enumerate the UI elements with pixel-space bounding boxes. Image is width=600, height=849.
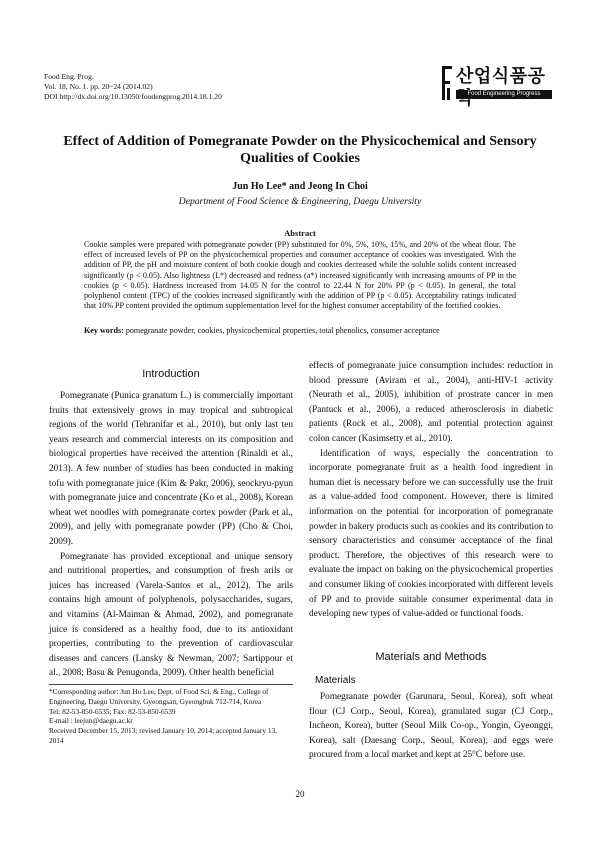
abstract-heading: Abstract (284, 228, 316, 238)
footnote-divider (49, 684, 293, 685)
intro-paragraph-4: Identification of ways, especially the concentration to incorporate pomegranate fruit as a health food ingredient in human diet is necessary before we can successfully use the fruit as a value-added food component. However, there is limited information on the potential for incorporation of pomegranate powder in bakery products such as cookies and its contribution to sensory characteristics and consumer acceptance of the final product. Therefore, the objectives of this research were to evaluate the impact on baking on the physicochemical properties and consumer liking of cookies incorporated with different levels of PP and to provide suitable consumer experimental data in developing new types of value-added or functional foods. (309, 448, 553, 620)
intro-paragraph-1: Pomegranate (Punica granatum L.) is commercially important fruits that extensively grows in may tropical and subtropical regions of the world (Tehranifar et al., 2010), but only last ten years research and commercial interests on its composition and biological properties have received the attention (Rinaldi et al., 2013). A few number of studies has been conducted in making tofu with pomegranate juice (Kim & Pakr, 2006), seockryu-pyun with pomegranate juice and concentrate (Ko et al., 2008), Korean wheat wet noodles with pomegranate cortex powder (Park et al., 2009), and jelly with pomegranate powder (PP) (Cho & Choi, 2009). (49, 391, 293, 547)
right-column (309, 359, 553, 622)
footnote-corresponding: *Corresponding author: Jun Ho Lee, Dept. of Food Sci. & Eng., College of Engineering, Daegu University, Gyeongsan, Gyeongbuk 712-714, Korea (49, 687, 269, 706)
authors: Jun Ho Lee* and Jeong In Choi (232, 181, 368, 192)
journal-doi: DOI http://dx.doi.org/10.13050/foodengprog.2014.18.1.20 (44, 92, 222, 102)
keywords (84, 326, 516, 336)
journal-name: Food Eng. Prog. (44, 72, 94, 81)
abstract-text: Cookie samples were prepared with pomegranate powder (PP) substituted for 0%, 5%, 10%, 15%, and 20% of the wheat flour. The effect of increased levels of PP on the physicochemical properties and consumer acceptance of cookies was investigated. With the addition of PP, the pH and moisture content of both cookie dough and cookies decreased while the soluble solids content increased significantly (p < 0.05). Also lightness (L*) decreased and redness (a*) increased significantly with increasing amounts of PP in the cookies (p < 0.05). Hardness increased from 14.05 N for the control to 22.44 N for 20% PP (p < 0.05). In general, the total polyphenol content (TPC) of the cookies increased significantly with the addition of PP (p < 0.05). Acceptability ratings indicated that 10% PP content provided the optimum supplementation level for the highest consumer acceptability of the fortified cookies. (84, 240, 516, 311)
materials-methods-heading: Materials and Methods (375, 651, 487, 663)
affiliation: Department of Food Science & Engineering, Daegu University (178, 196, 422, 207)
logo-english-text: Food Engineering Progress (456, 90, 552, 99)
intro-paragraph-3: effects of pomegranate juice consumption includes: reduction in blood pressure (Aviram et al., 2004), anti-HIV-1 activity (Neurath et al., 2005), inhibition of prostrate cancer in men (Pantuck et al., 2006), a reduced atherosclerosis in diabetic patients (Rock et al., 2008), and potential protection against colon cancer (Kasimsetty et al., 2010). (309, 361, 553, 444)
footnote-email: E-mail : leejun@daegu.ac.kr (49, 716, 133, 726)
journal-logo (442, 66, 554, 100)
materials-subheading: Materials (315, 675, 356, 686)
footnote-tel: Tel: 82-53-850-6535; Fax: 82-53-850-6539 (49, 706, 176, 716)
materials-paragraph: Pomegranate powder (Garunara, Seoul, Korea), soft wheat flour (CJ Corp., Seoul, Korea), granulated sugar (CJ Corp., Incheon, Korea), butter (Seoul Milk Co-op., Yongin, Gyeonggi, Korea), salt (Daesang Corp., Seoul, Korea), and eggs were procured from a local market and kept at 25°C before use. (309, 692, 553, 761)
materials-section (309, 690, 553, 763)
paper-title: Effect of Addition of Pomegranate Powder on the Physicochemical and Sensory Qualities of Cookies (63, 134, 537, 166)
footnote-received: Received December 15, 2013; revised January 10, 2014; accepted January 13, 2014 (49, 726, 277, 745)
keywords-label: Key words: (84, 326, 124, 335)
journal-info (44, 72, 222, 103)
keywords-list: pomegranate powder, cookies, physicochemical properties, total phenolics, consumer acceptance (125, 326, 440, 335)
left-column (49, 389, 293, 681)
footnote (49, 687, 293, 746)
intro-paragraph-2: Pomegranate has provided exceptional and unique sensory and nutritional properties, and consumption of fresh arils or juices has increased (Varela-Santos et al., 2012). The arils contains high amount of polyphenols, polysaccharides, sugars, and vitamins (Al-Maiman & Ahmad, 2002), and pomegranate juice is considered as a healthy food, due to its antioxidant properties, contributing to the prevention of cardiovascular diseases and cancers (Lansky & Newman, 2007; Sartippour et al., 2008; Basu & Penugonda, 2009). Other health beneficial (49, 551, 293, 679)
introduction-heading: Introduction (142, 368, 200, 380)
page-number: 20 (295, 789, 305, 799)
logo-mark-icon (442, 66, 453, 100)
journal-issue: Vol. 18, No. 1. pp. 20~24 (2014.02) (44, 82, 153, 92)
logo-korean-text: 산업식품공 (456, 66, 546, 87)
